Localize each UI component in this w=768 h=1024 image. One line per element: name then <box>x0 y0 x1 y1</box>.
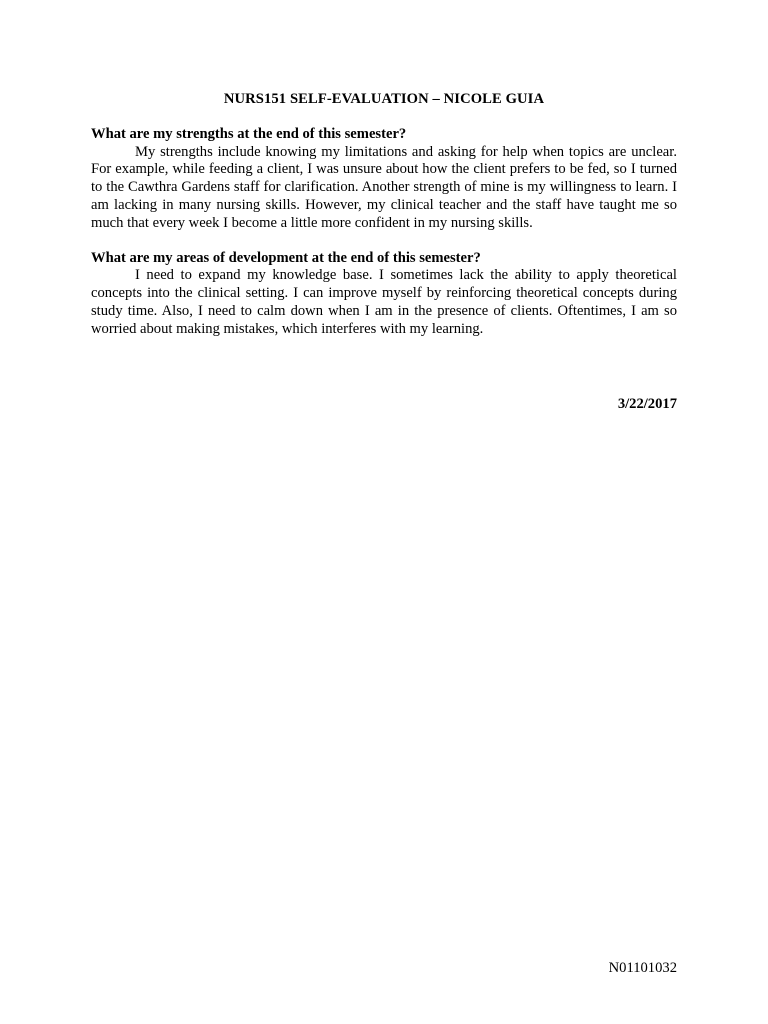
strengths-answer: My strengths include knowing my limitations and asking for help when topics are unclear. For example, while feeding a client, I was unsure about how the client prefers to be fed, so I turned to the Cawthra Gardens staff for clarification. Another strength of mine is my willingness to learn. I am lacking in many nursing skills. However, my clinical teacher and the staff have taught me so much that every week I become a little more confident in my nursing skills. <box>91 143 677 231</box>
document-date: 3/22/2017 <box>617 396 677 412</box>
student-id-footer: N01101032 <box>608 960 677 976</box>
document-body <box>91 91 677 339</box>
strengths-question: What are my strengths at the end of this semester? <box>91 125 407 142</box>
document-title: NURS151 SELF-EVALUATION – NICOLE GUIA <box>223 91 545 107</box>
development-answer: I need to expand my knowledge base. I sometimes lack the ability to apply theoretical concepts into the clinical setting. I can improve myself by reinforcing theoretical concepts during study time. Also, I need to calm down when I am in the presence of clients. Oftentimes, I am so worried about making mistakes, which interferes with my learning. <box>91 267 677 337</box>
development-question: What are my areas of development at the end of this semester? <box>91 249 481 266</box>
